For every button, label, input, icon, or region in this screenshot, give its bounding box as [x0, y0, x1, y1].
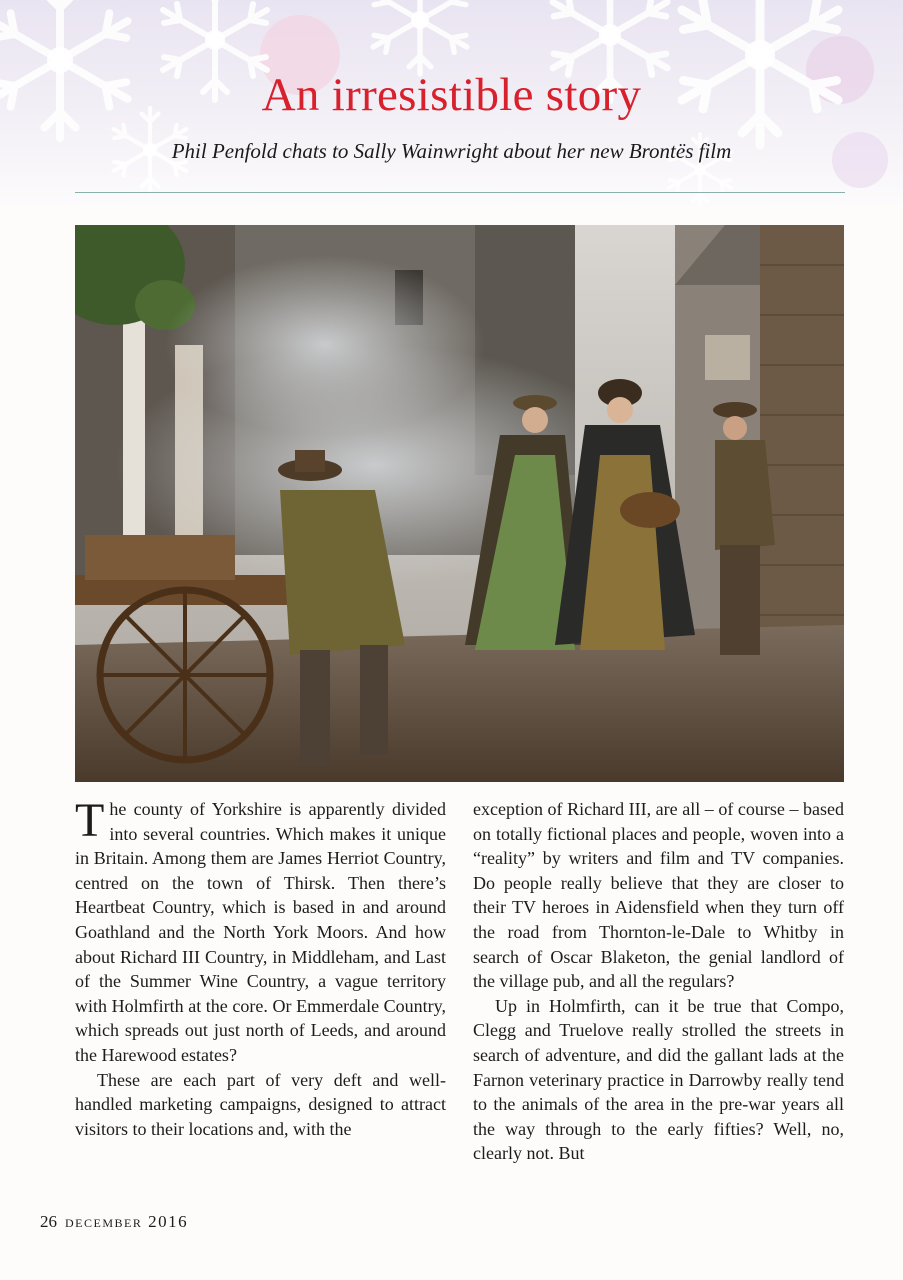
film-scene-photo	[75, 225, 844, 782]
article-subtitle: Phil Penfold chats to Sally Wainwright about her new Brontës film	[171, 139, 732, 163]
body-column-1	[75, 794, 446, 1141]
page-footer	[40, 1212, 188, 1232]
body-column-2	[473, 797, 844, 1166]
paragraph-1-text: he county of Yorkshire is apparently divided into several countries. Which makes it unique in Britain. Among them are James Herriot Country, centred on the town of Thirsk. Then there’s Heartbeat Country, which is based in and around Goathland and the North York Moors. And how about Richard III Country, in Middleham, and Last of the Summer Wine Country, a vague territory with Holmfirth at the core. Or Emmerdale Country, which spreads out just north of Leeds, and around the Harewood estates?	[75, 799, 446, 1065]
issue-date: december 2016	[65, 1212, 189, 1231]
title-divider	[75, 192, 845, 193]
film-scene-icon	[75, 225, 844, 782]
drop-cap: T	[75, 794, 105, 847]
paragraph-4: Up in Holmfirth, can it be true that Compo, Clegg and Truelove really strolled the streets in search of adventure, and did the gallant lads at the Farnon veterinary practice in Darrowby really tend to the animals of the area in the pre-war years all the way through to the early fifties? Well, no, clearly not. But	[473, 995, 844, 1164]
page-number: 26	[40, 1212, 57, 1231]
article-title: An irresistible story	[261, 69, 642, 121]
paragraph-2: These are each part of very deft and well-handled marketing campaigns, designed to attract visitors to their locations and, with the	[75, 1069, 446, 1139]
paragraph-1	[75, 794, 446, 1068]
paragraph-3: exception of Richard III, are all – of course – based on totally fictional places and people, woven into a “reality” by writers and film and TV companies. Do people really believe that they are closer to their TV heroes in Aidensfield when they turn off the road from Thornton-le-Dale to Whitby in search of Oscar Blaketon, the genial landlord of the village pub, and all the regulars?	[473, 799, 844, 992]
